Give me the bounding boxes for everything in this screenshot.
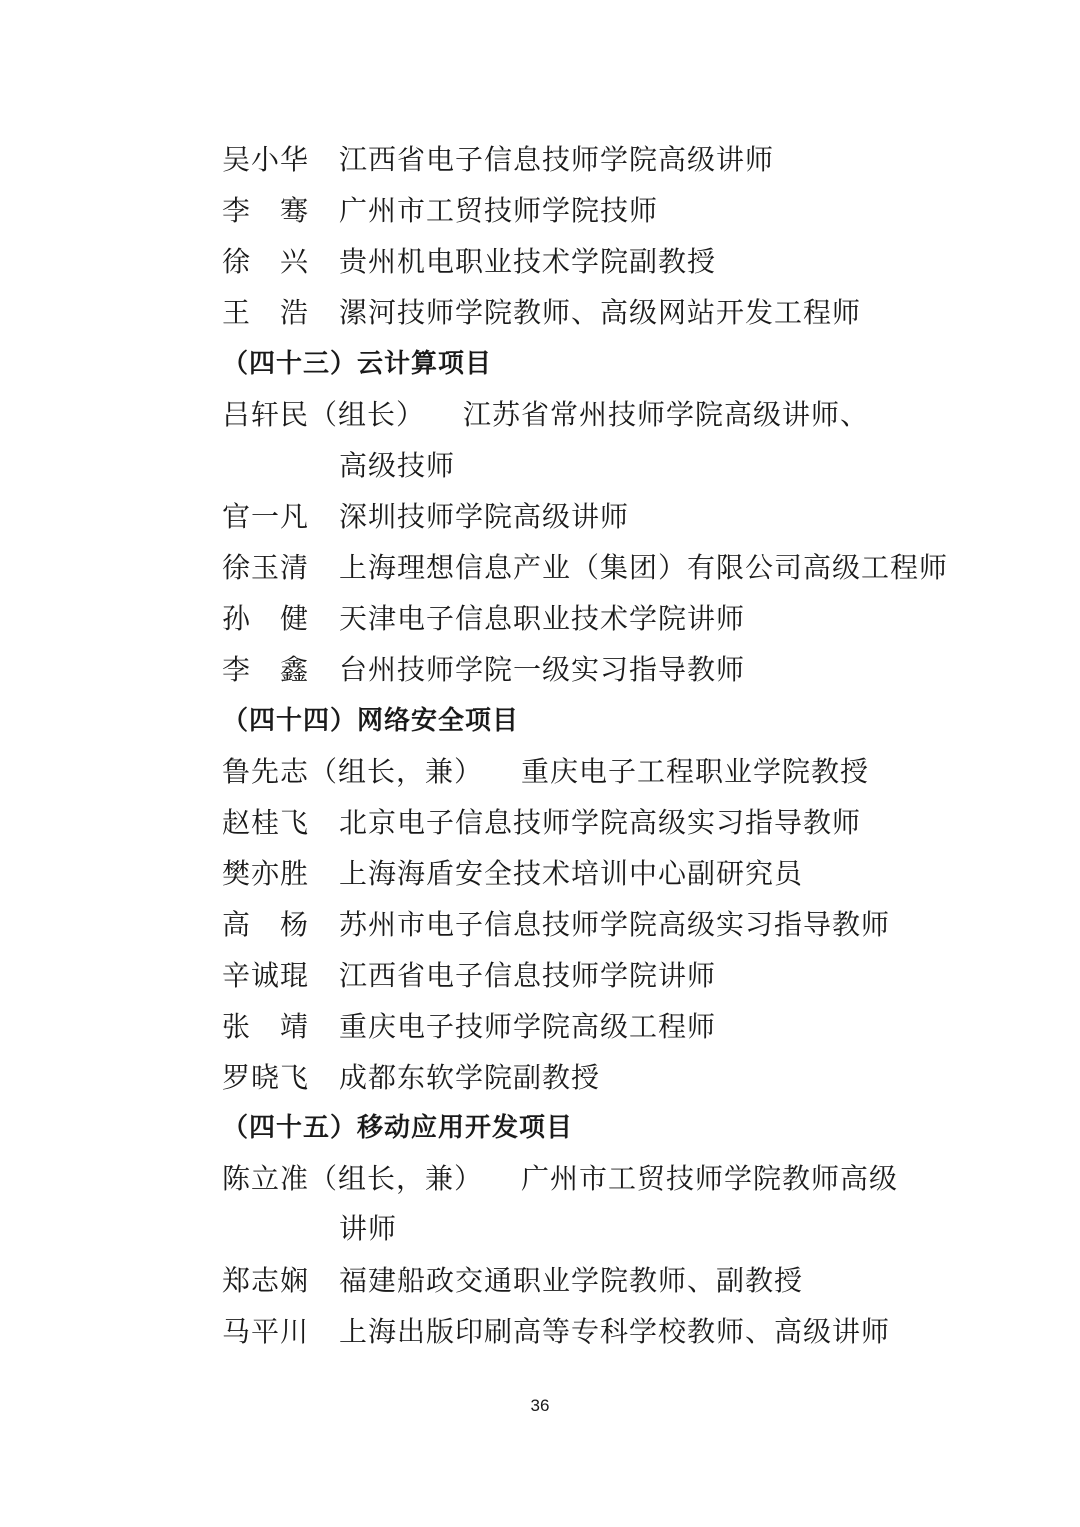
- list-item: [222, 648, 745, 692]
- person-title: 福建船政交通职业学院教师、副教授: [339, 1264, 804, 1297]
- person-title: 上海理想信息产业（集团）有限公司高级工程师: [339, 551, 949, 584]
- person-title: 广州市工贸技师学院技师: [339, 194, 659, 227]
- list-item: [222, 954, 716, 998]
- list-item: [222, 801, 861, 845]
- person-name: 王 浩: [222, 296, 310, 329]
- list-item: [222, 546, 948, 590]
- list-item: [222, 1259, 803, 1303]
- list-item: [222, 189, 658, 233]
- list-item: [222, 852, 803, 896]
- person-title: 上海海盾安全技术培训中心副研究员: [339, 857, 804, 890]
- person-name: 徐 兴: [222, 245, 310, 278]
- person-name: 鲁先志（组长，兼）: [222, 755, 484, 788]
- list-item: [222, 1310, 890, 1354]
- list-item: [222, 597, 745, 641]
- title-continuation: 高级技师: [339, 449, 456, 482]
- person-name: 赵桂飞: [222, 806, 310, 839]
- person-title: 成都东软学院副教授: [339, 1061, 601, 1094]
- list-item: [222, 903, 890, 947]
- person-name: 高 杨: [222, 908, 310, 941]
- list-item: [222, 1157, 898, 1201]
- person-name: 吕轩民（组长）: [222, 398, 426, 431]
- person-title: 江西省电子信息技师学院讲师: [339, 959, 717, 992]
- list-item: [222, 138, 774, 182]
- person-title: 上海出版印刷高等专科学校教师、高级讲师: [339, 1315, 891, 1348]
- section-heading: （四十三）云计算项目: [222, 349, 493, 379]
- person-title: 广州市工贸技师学院教师高级: [521, 1162, 899, 1195]
- person-title: 苏州市电子信息技师学院高级实习指导教师: [339, 908, 891, 941]
- person-name: 辛诚琨: [222, 959, 310, 992]
- page-number: 36: [530, 1396, 550, 1415]
- person-title: 重庆电子工程职业学院教授: [521, 755, 870, 788]
- person-title: 重庆电子技师学院高级工程师: [339, 1010, 717, 1043]
- list-item: [222, 240, 716, 284]
- person-name: 马平川: [222, 1315, 310, 1348]
- list-item: [222, 1005, 716, 1049]
- section-heading: （四十五）移动应用开发项目: [222, 1113, 574, 1143]
- person-name: 陈立准（组长，兼）: [222, 1162, 484, 1195]
- person-title: 天津电子信息职业技术学院讲师: [339, 602, 746, 635]
- person-name: 罗晓飞: [222, 1061, 310, 1094]
- person-name: 官一凡: [222, 500, 310, 533]
- person-title: 江西省电子信息技师学院高级讲师: [339, 143, 775, 176]
- list-item: [222, 495, 629, 539]
- person-title: 江苏省常州技师学院高级讲师、: [463, 398, 870, 431]
- person-name: 徐玉清: [222, 551, 310, 584]
- person-title: 北京电子信息技师学院高级实习指导教师: [339, 806, 862, 839]
- person-name: 孙 健: [222, 602, 310, 635]
- title-continuation: 讲师: [339, 1212, 398, 1245]
- person-title: 漯河技师学院教师、高级网站开发工程师: [339, 296, 862, 329]
- person-name: 李 鑫: [222, 653, 310, 686]
- person-title: 台州技师学院一级实习指导教师: [339, 653, 746, 686]
- person-name: 张 靖: [222, 1010, 310, 1043]
- person-name: 樊亦胜: [222, 857, 310, 890]
- section-heading: （四十四）网络安全项目: [222, 706, 520, 736]
- person-title: 贵州机电职业技术学院副教授: [339, 245, 717, 278]
- person-name: 郑志娴: [222, 1264, 310, 1297]
- list-item: [222, 291, 861, 335]
- list-item: [222, 393, 869, 437]
- person-title: 深圳技师学院高级讲师: [339, 500, 630, 533]
- person-name: 吴小华: [222, 143, 310, 176]
- list-item: [222, 1056, 600, 1100]
- list-item: [222, 750, 869, 794]
- person-name: 李 骞: [222, 194, 310, 227]
